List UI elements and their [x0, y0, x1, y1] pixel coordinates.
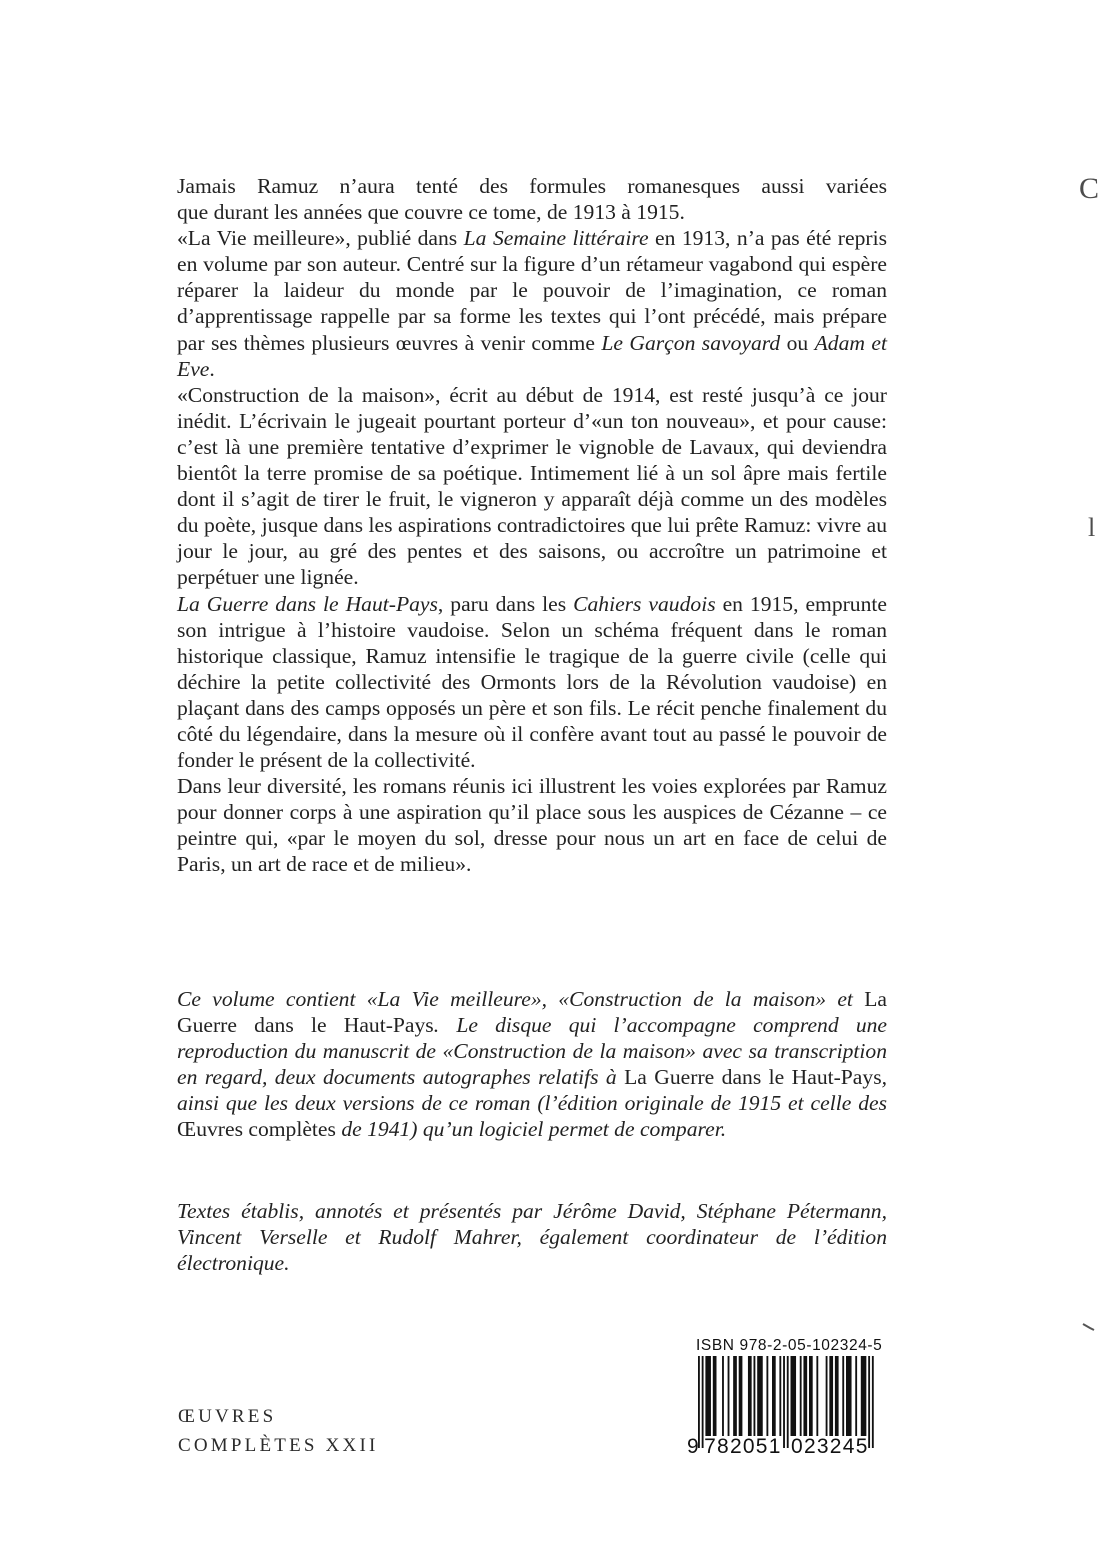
barcode-digit: 9	[687, 1435, 699, 1458]
barcode-digit: 5	[755, 1435, 768, 1458]
barcode-bar	[722, 1356, 724, 1436]
summary-paragraph-conclusion: Dans leur diversité, les romans réunis ici illustrent les voies explorées par Ramuz pour donner corps à une aspiration qu’il place sous les auspices de Cézanne – ce peintre qui, «par le moyen du sol, dresse pour nous un art en face de celui de Paris, un art de race et de milieu».	[177, 774, 887, 877]
barcode-bar	[772, 1356, 776, 1436]
barcode-digit: 2	[730, 1435, 742, 1458]
journal-title: La Semaine littéraire	[463, 226, 649, 251]
barcode-bar	[713, 1356, 717, 1436]
barcode-bar	[757, 1356, 763, 1436]
summary-paragraph-construction: «Construction de la maison», écrit au début de 1914, est resté jusqu’à ce jour inédit. L’écrivain le jugeait pourtant porteur d’«un ton nouveau», et pour cause: c’est là une première tentative d’exprimer le vignoble de Lavaux, qui deviendra bientôt la terre promise de sa poétique. Intimement lié à un sol âpre mais fertile dont il s’agit de tirer le fruit, le vigneron y apparaît déjà comme un des modèles du poète, jusque dans les aspirations contradictoires que lui prête Ramuz: vivre au jour le jour, au gré des pentes et des saisons, ou accroître un patrimoine et perpétuer une lignée.	[177, 382, 887, 590]
barcode-bar	[803, 1356, 807, 1436]
barcode-bar	[861, 1356, 867, 1436]
cropped-letter-mark: C	[1079, 172, 1099, 205]
summary-paragraph-guerre: La Guerre dans le Haut-Pays, paru dans les Cahiers vaudois en 1915, emprunte son intrigue à l’histoire vaudoise. Selon un schéma fréquent dans le roman historique classique, Ramuz intensifie le tragique de la guerre civile (celle qui déchire la petite collectivité des Ormonts lors de la Révolution vaudoise) en plaçant dans des camps opposés un père et son fils. Le récit penche finalement du côté du légendaire, dans la mesure où il confère avant tout au passé le pouvoir de fonder le présent de la collectivité.	[177, 591, 887, 773]
barcode-bar	[733, 1356, 737, 1436]
work-title: La Guerre dans le Haut-Pays	[177, 591, 438, 616]
barcode-bar	[748, 1356, 752, 1436]
summary-line-1: Jamais Ramuz n’aura tenté des formules romanesques aussi variées	[177, 174, 887, 198]
cropped-mark	[1082, 1320, 1095, 1334]
isbn-barcode	[685, 1337, 893, 1463]
barcode-digit: 7	[704, 1435, 716, 1458]
barcode-bar	[835, 1356, 839, 1436]
barcode-bar	[800, 1356, 802, 1436]
cropped-letter-mark: l	[1088, 513, 1096, 542]
work-title: Adam et Eve	[177, 330, 887, 381]
barcode-digit: 2	[804, 1435, 816, 1458]
editors-credits-note	[177, 1198, 887, 1276]
work-title: Le Garçon savoyard	[601, 330, 781, 355]
barcode-bar	[754, 1356, 756, 1436]
volume-contents-text: Ce volume contient «La Vie meilleure», «Construction de la maison» et La Guerre dans le Haut-Pays. Le disque qui l’accompagne comprend une reproduction du manuscrit de «Construction de la maison» avec sa transcription en regard, deux documents autographes relatifs à La Guerre dans le Haut-Pays, ainsi que les deux versions de ce roman (l’édition originale de 1915 et celle des Œuvres complètes de 1941) qu’un logiciel permet de comparer.	[177, 987, 888, 1142]
barcode-digit: 3	[816, 1435, 829, 1458]
barcode-bar	[728, 1356, 730, 1436]
barcode-bar	[855, 1356, 857, 1436]
barcode-digit: 0	[742, 1435, 755, 1458]
barcode-digit: 8	[717, 1435, 729, 1458]
barcode-bar	[816, 1356, 818, 1436]
series-volume: COMPLÈTES XXII	[178, 1435, 379, 1456]
volume-contents-note	[177, 986, 887, 1143]
barcode-digit: 1	[768, 1435, 781, 1458]
isbn-number: ISBN 978-2-05-102324-5	[696, 1337, 883, 1354]
barcode-bar	[826, 1356, 828, 1436]
series-title: ŒUVRES	[178, 1406, 277, 1427]
barcode-bar	[846, 1356, 852, 1436]
barcode-digit: 0	[791, 1435, 803, 1458]
barcode-digit: 4	[842, 1435, 855, 1458]
barcode-digits	[685, 1434, 893, 1460]
barcode-bar	[779, 1356, 781, 1436]
back-cover-summary	[177, 173, 887, 878]
barcode-digit: 5	[855, 1435, 868, 1458]
barcode-bar	[705, 1356, 711, 1436]
journal-title: Cahiers vaudois	[573, 591, 716, 616]
barcode-bar	[791, 1356, 797, 1436]
barcode-bar	[829, 1356, 833, 1436]
summary-paragraph-vie-meilleure: «La Vie meilleure», publié dans La Semaine littéraire en 1913, n’a pas été repris en volume par son auteur. Centré sur la figure d’un rétameur vagabond qui espère réparer la laideur du monde par le pouvoir de l’imagination, ce roman d’apprentissage rappelle par sa forme les textes qui l’ont précédé, mais prépare par ses thèmes plusieurs œuvres à venir comme Le Garçon savoyard ou Adam et Eve.	[177, 226, 887, 381]
summary-line-2: que durant les années que couvre ce tome, de 1913 à 1915.	[177, 200, 685, 225]
barcode-bar	[842, 1356, 844, 1436]
editors-credits-text: Textes établis, annotés et présentés par Jérôme David, Stéphane Pétermann, Vincent Verselle et Rudolf Mahrer, également coordinateur de l’édition électronique.	[177, 1199, 887, 1276]
barcode-digit: 2	[829, 1435, 842, 1458]
barcode-bar	[739, 1356, 743, 1436]
barcode-bar	[766, 1356, 768, 1436]
barcode-bar	[809, 1356, 813, 1436]
